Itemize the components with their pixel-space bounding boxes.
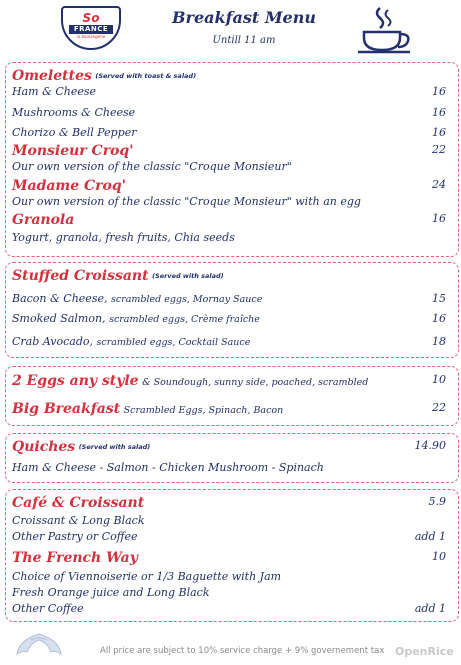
item-price: 15 xyxy=(432,292,446,305)
french-header xyxy=(12,550,446,566)
omelettes-section xyxy=(5,62,459,257)
eggs-title: 2 Eggs any style xyxy=(12,373,139,389)
croissant-header xyxy=(12,268,446,284)
item-price: 16 xyxy=(432,85,446,98)
french-line xyxy=(12,570,446,584)
menu-item xyxy=(12,106,446,120)
menu-item xyxy=(12,312,446,327)
item-price: 10 xyxy=(432,550,446,563)
coffee-cup-icon xyxy=(356,4,416,56)
item-price: 18 xyxy=(432,335,446,348)
quiches-title: Quiches xyxy=(12,439,76,455)
menu-item xyxy=(12,85,446,99)
cafe-header xyxy=(12,495,446,511)
omelettes-note: (Served with toast & salad) xyxy=(95,72,197,80)
quiches-desc xyxy=(12,461,446,475)
item-name: Smoked Salmon, xyxy=(12,312,106,325)
madame-title: Madame Croq' xyxy=(12,178,126,194)
item-price: 16 xyxy=(432,212,446,225)
french-title: The French Way xyxy=(12,550,138,566)
item-desc: Scrambled Eggs, Spinach, Bacon xyxy=(123,405,284,416)
item-desc: scrambled eggs, Crème fraîche xyxy=(109,314,260,325)
item-desc: Other Coffee xyxy=(12,602,84,615)
logo-tagline: la boulangerie xyxy=(76,34,106,39)
watermark: OpenRice xyxy=(395,645,454,658)
croissant-icon xyxy=(13,628,65,658)
madame-header xyxy=(12,178,446,194)
item-desc: & Soundough, sunny side, poached, scrambled xyxy=(142,377,369,388)
item-price: 10 xyxy=(432,373,446,386)
item-price: add 1 xyxy=(414,602,446,615)
item-price: 24 xyxy=(432,178,446,191)
item-desc: scrambled eggs, Mornay Sauce xyxy=(110,294,263,305)
quiches-header xyxy=(12,439,446,455)
monsieur-title: Monsieur Croq' xyxy=(12,143,134,159)
menu-item xyxy=(12,335,446,350)
item-price: 14.90 xyxy=(414,439,446,452)
item-desc: Our own version of the classic "Croque Monsieur" with an egg xyxy=(12,195,361,208)
monsieur-header xyxy=(12,143,446,159)
item-desc: Our own version of the classic "Croque Monsieur" xyxy=(12,160,292,173)
french-line xyxy=(12,586,446,600)
item-price: add 1 xyxy=(414,530,446,543)
page-subtitle: Untill 11 am xyxy=(212,35,276,46)
menu-item xyxy=(12,292,446,307)
omelettes-header xyxy=(12,68,446,84)
logo-france: FRANCE xyxy=(69,25,113,34)
item-price: 16 xyxy=(432,126,446,139)
granola-header xyxy=(12,212,446,228)
big-breakfast-title: Big Breakfast xyxy=(12,401,121,417)
croissant-note: (Served with salad) xyxy=(152,272,224,280)
item-desc: Croissant & Long Black xyxy=(12,514,145,527)
quiches-note: (Served with salad) xyxy=(78,443,151,451)
item-desc: Fresh Orange juice and Long Black xyxy=(12,586,210,599)
item-price: 22 xyxy=(432,143,446,156)
item-price: 22 xyxy=(432,401,446,414)
monsieur-desc xyxy=(12,160,446,174)
granola-title: Granola xyxy=(12,212,75,228)
item-desc: Choice of Viennoiserie or 1/3 Baguette with Jam xyxy=(12,570,282,583)
cafe-title: Café & Croissant xyxy=(12,495,145,511)
quiches-section xyxy=(5,433,459,483)
cafe-line xyxy=(12,514,446,528)
omelettes-title: Omelettes xyxy=(12,68,92,84)
item-desc: Ham & Cheese - Salmon - Chicken Mushroom - Spinach xyxy=(12,461,324,474)
page-title: Breakfast Menu xyxy=(172,8,316,27)
eggs-section xyxy=(5,366,459,426)
big-breakfast xyxy=(12,401,446,418)
french-line xyxy=(12,602,446,616)
menu-item xyxy=(12,126,446,140)
item-desc: scrambled eggs, Cocktail Sauce xyxy=(96,337,251,348)
madame-desc xyxy=(12,195,446,209)
item-desc: Other Pastry or Coffee xyxy=(12,530,138,543)
cafe-section xyxy=(5,489,459,622)
croissant-title: Stuffed Croissant xyxy=(12,268,149,284)
item-name: Bacon & Cheese, xyxy=(12,292,108,305)
logo xyxy=(61,6,121,50)
item-name: Ham & Cheese xyxy=(12,85,97,98)
cafe-line xyxy=(12,530,446,544)
item-price: 5.9 xyxy=(428,495,446,508)
item-name: Crab Avocado, xyxy=(12,335,93,348)
item-price: 16 xyxy=(432,106,446,119)
item-price: 16 xyxy=(432,312,446,325)
item-name: Mushrooms & Cheese xyxy=(12,106,136,119)
tax-notice: All price are subject to 10% service charge + 9% governement tax xyxy=(100,646,385,656)
granola-desc xyxy=(12,231,446,245)
item-name: Chorizo & Bell Pepper xyxy=(12,126,137,139)
eggs-any-style xyxy=(12,373,446,390)
item-desc: Yogurt, granola, fresh fruits, Chia seeds xyxy=(12,231,235,244)
logo-so: So xyxy=(82,11,100,25)
croissant-section xyxy=(5,262,459,358)
